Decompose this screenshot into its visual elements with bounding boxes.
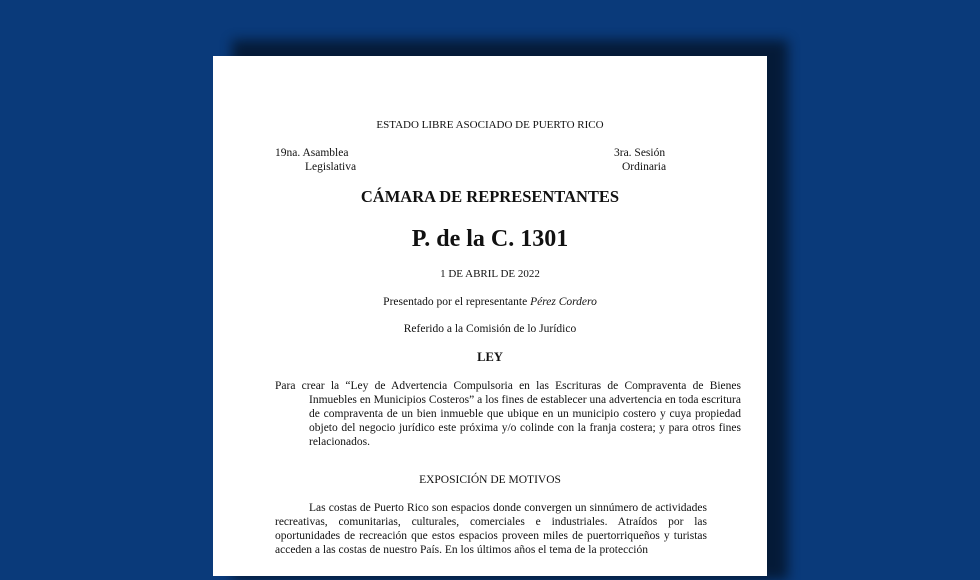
- presented-by: [213, 296, 767, 308]
- chamber-title: CÁMARA DE REPRESENTANTES: [360, 187, 620, 206]
- session-label: Ordinaria: [622, 161, 667, 173]
- representative-name: Pérez Cordero: [530, 296, 597, 308]
- document-page: [213, 56, 767, 576]
- presented-by-prefix: Presentado por el representante: [383, 296, 531, 308]
- bill-date: 1 DE ABRIL DE 2022: [440, 268, 540, 280]
- motives-heading: EXPOSICIÓN DE MOTIVOS: [419, 474, 561, 486]
- bill-summary: Para crear la “Ley de Advertencia Compulsoria en las Escrituras de Compraventa de Bienes Inmuebles en Municipios Costeros” a los fines de establecer una advertencia en toda escritura de compraventa de un bien inmueble que ubique en un municipio costero y cuya propiedad objeto del negocio jurídico este próxima y/o colinde con la franja costera; y para otros fines relacionados.: [275, 380, 741, 448]
- bill-number: P. de la C. 1301: [411, 226, 569, 252]
- assembly-label: Legislativa: [305, 161, 357, 173]
- document-header: ESTADO LIBRE ASOCIADO DE PUERTO RICO: [376, 119, 604, 131]
- law-heading: LEY: [477, 350, 503, 364]
- assembly-number: 19na. Asamblea: [275, 147, 349, 159]
- referred-to: Referido a la Comisión de lo Jurídico: [403, 323, 577, 335]
- session-number: 3ra. Sesión: [614, 147, 666, 159]
- motives-paragraph: Las costas de Puerto Rico son espacios donde convergen un sinnúmero de actividades recreativas, comunitarias, culturales, comerciales e industriales. Atraídos por las oportunidades de recreación que estos espacios proveen miles de puertorriqueños y turistas acceden a las costas de nuestro País. En los últimos años el tema de la protección: [275, 502, 707, 556]
